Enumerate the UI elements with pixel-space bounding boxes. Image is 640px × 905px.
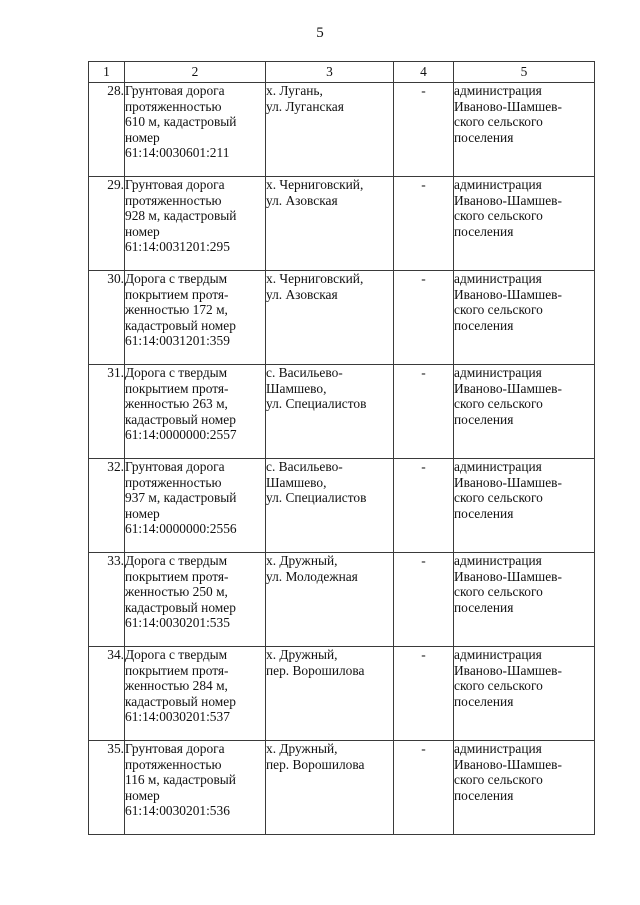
owner-line: поселения — [454, 693, 514, 709]
address-cell — [266, 177, 394, 271]
owner-cell — [454, 741, 595, 835]
object-description-line: женностью 172 м, — [125, 302, 228, 318]
row-number-cell: 33. — [89, 553, 125, 647]
table-row — [89, 177, 595, 271]
object-description-line: женностью 263 м, — [125, 396, 228, 412]
owner-cell — [454, 365, 595, 459]
address-cell — [266, 83, 394, 177]
value-cell: - — [394, 83, 454, 177]
address-cell — [266, 553, 394, 647]
address-line: Шамшево, — [266, 474, 327, 490]
value-cell: - — [394, 553, 454, 647]
object-description-cell — [125, 83, 266, 177]
object-description-cell — [125, 177, 266, 271]
page-number: 5 — [316, 25, 324, 41]
owner-line: поселения — [454, 599, 514, 615]
address-line: с. Васильево- — [266, 459, 343, 474]
row-number-cell: 34. — [89, 647, 125, 741]
address-cell — [266, 741, 394, 835]
owner-line: ского сельского — [454, 490, 543, 506]
object-description-line: кадастровый номер — [125, 317, 236, 333]
address-line: ул. Луганская — [266, 98, 344, 114]
object-description-line: женностью 284 м, — [125, 678, 228, 694]
address-line: ул. Азовская — [266, 286, 338, 302]
owner-line: поселения — [454, 505, 514, 521]
address-line: х. Дружный, — [266, 553, 338, 568]
object-description-cell — [125, 459, 266, 553]
owner-line: Иваново-Шамшев- — [454, 756, 562, 772]
table-row — [89, 271, 595, 365]
owner-cell — [454, 647, 595, 741]
value-cell: - — [394, 271, 454, 365]
object-description-line: 937 м, кадастровый — [125, 490, 237, 506]
owner-cell — [454, 459, 595, 553]
owner-cell — [454, 553, 595, 647]
address-line: х. Черниговский, — [266, 271, 364, 286]
table-row — [89, 553, 595, 647]
object-description-line: Дорога с твердым — [125, 271, 228, 286]
owner-line: администрация — [454, 741, 542, 756]
row-number-cell: 35. — [89, 741, 125, 835]
table-row — [89, 459, 595, 553]
address-line: х. Дружный, — [266, 741, 338, 756]
object-description-line: покрытием протя- — [125, 286, 229, 302]
object-description-line: Грунтовая дорога — [125, 459, 225, 474]
object-description-line: Грунтовая дорога — [125, 83, 225, 98]
owner-line: ского сельского — [454, 208, 543, 224]
address-cell — [266, 271, 394, 365]
header-cell-col2: 2 — [125, 62, 266, 83]
object-description-line: покрытием протя- — [125, 568, 229, 584]
owner-line: администрация — [454, 177, 542, 192]
owner-line: поселения — [454, 129, 514, 145]
property-table — [88, 61, 595, 835]
owner-line: ского сельского — [454, 396, 543, 412]
object-description-line: Дорога с твердым — [125, 647, 228, 662]
address-cell — [266, 459, 394, 553]
address-line: х. Черниговский, — [266, 177, 364, 192]
owner-line: ского сельского — [454, 772, 543, 788]
object-description-cell — [125, 647, 266, 741]
object-description-line: покрытием протя- — [125, 662, 229, 678]
owner-line: Иваново-Шамшев- — [454, 98, 562, 114]
object-description-cell — [125, 365, 266, 459]
owner-line: Иваново-Шамшев- — [454, 662, 562, 678]
row-number-cell: 28. — [89, 83, 125, 177]
address-line: ул. Молодежная — [266, 568, 358, 584]
object-description-line: протяженностью — [125, 192, 222, 208]
address-line: ул. Азовская — [266, 192, 338, 208]
object-description-line: 61:14:0030201:536 — [125, 803, 230, 819]
owner-line: Иваново-Шамшев- — [454, 568, 562, 584]
object-description-line: 61:14:0031201:359 — [125, 333, 230, 349]
object-description-line: покрытием протя- — [125, 380, 229, 396]
object-description-line: номер — [125, 787, 160, 803]
owner-line: поселения — [454, 223, 514, 239]
object-description-cell — [125, 741, 266, 835]
object-description-line: 61:14:0031201:295 — [125, 239, 230, 255]
table-header-row — [89, 62, 595, 83]
row-number-cell: 32. — [89, 459, 125, 553]
object-description-line: протяженностью — [125, 474, 222, 490]
owner-line: администрация — [454, 553, 542, 568]
object-description-line: 61:14:0000000:2557 — [125, 427, 237, 443]
object-description-line: номер — [125, 129, 160, 145]
owner-cell — [454, 83, 595, 177]
object-description-line: 61:14:0000000:2556 — [125, 521, 237, 537]
object-description-cell — [125, 553, 266, 647]
owner-line: Иваново-Шамшев- — [454, 380, 562, 396]
object-description-line: Дорога с твердым — [125, 553, 228, 568]
object-description-line: 610 м, кадастровый — [125, 114, 237, 130]
object-description-line: номер — [125, 223, 160, 239]
object-description-line: Дорога с твердым — [125, 365, 228, 380]
object-description-line: протяженностью — [125, 756, 222, 772]
address-line: х. Лугань, — [266, 83, 323, 98]
value-cell: - — [394, 647, 454, 741]
value-cell: - — [394, 459, 454, 553]
object-description-line: кадастровый номер — [125, 599, 236, 615]
header-cell-col4: 4 — [394, 62, 454, 83]
owner-line: Иваново-Шамшев- — [454, 286, 562, 302]
object-description-line: женностью 250 м, — [125, 584, 228, 600]
owner-line: ского сельского — [454, 302, 543, 318]
object-description-line: номер — [125, 505, 160, 521]
object-description-line: Грунтовая дорога — [125, 177, 225, 192]
header-cell-col5: 5 — [454, 62, 595, 83]
owner-line: администрация — [454, 647, 542, 662]
owner-line: поселения — [454, 787, 514, 803]
object-description-line: 61:14:0030201:535 — [125, 615, 230, 631]
owner-line: ского сельского — [454, 678, 543, 694]
owner-line: ского сельского — [454, 584, 543, 600]
address-line: пер. Ворошилова — [266, 756, 365, 772]
address-cell — [266, 647, 394, 741]
row-number-cell: 29. — [89, 177, 125, 271]
address-line: пер. Ворошилова — [266, 662, 365, 678]
owner-line: поселения — [454, 411, 514, 427]
owner-line: администрация — [454, 271, 542, 286]
value-cell: - — [394, 365, 454, 459]
table-row — [89, 83, 595, 177]
object-description-line: Грунтовая дорога — [125, 741, 225, 756]
owner-line: администрация — [454, 83, 542, 98]
address-line: с. Васильево- — [266, 365, 343, 380]
owner-line: Иваново-Шамшев- — [454, 192, 562, 208]
address-line: Шамшево, — [266, 380, 327, 396]
header-cell-col1: 1 — [89, 62, 125, 83]
object-description-line: 116 м, кадастровый — [125, 772, 236, 788]
object-description-line: 61:14:0030201:537 — [125, 709, 230, 725]
table-row — [89, 365, 595, 459]
object-description-line: 61:14:0030601:211 — [125, 145, 230, 161]
object-description-line: протяженностью — [125, 98, 222, 114]
owner-cell — [454, 177, 595, 271]
owner-line: администрация — [454, 459, 542, 474]
address-cell — [266, 365, 394, 459]
owner-line: поселения — [454, 317, 514, 333]
value-cell: - — [394, 177, 454, 271]
object-description-line: 928 м, кадастровый — [125, 208, 237, 224]
address-line: ул. Специалистов — [266, 490, 367, 506]
owner-line: Иваново-Шамшев- — [454, 474, 562, 490]
address-line: х. Дружный, — [266, 647, 338, 662]
object-description-line: кадастровый номер — [125, 693, 236, 709]
row-number-cell: 31. — [89, 365, 125, 459]
value-cell: - — [394, 741, 454, 835]
table-row — [89, 741, 595, 835]
object-description-cell — [125, 271, 266, 365]
row-number-cell: 30. — [89, 271, 125, 365]
header-cell-col3: 3 — [266, 62, 394, 83]
owner-line: администрация — [454, 365, 542, 380]
table-row — [89, 647, 595, 741]
owner-cell — [454, 271, 595, 365]
object-description-line: кадастровый номер — [125, 411, 236, 427]
owner-line: ского сельского — [454, 114, 543, 130]
address-line: ул. Специалистов — [266, 396, 367, 412]
table-body — [89, 62, 595, 835]
